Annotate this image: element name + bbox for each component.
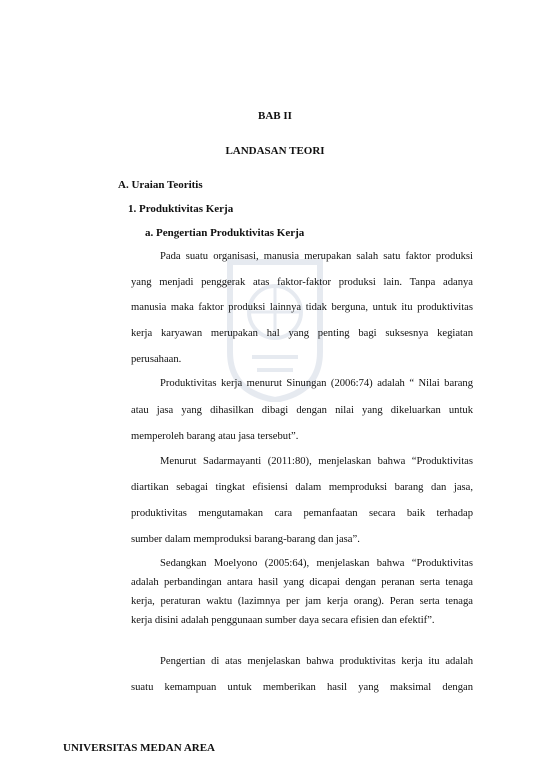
paragraph-line: sumber dalam memproduksi barang-barang dan jasa”.: [131, 534, 360, 545]
subsubsection-heading: a. Pengertian Produktivitas Kerja: [145, 227, 305, 239]
paragraph-line: Produktivitas kerja menurut Sinungan (2006:74) adalah “ Nilai barang: [160, 378, 473, 389]
paragraph-line: memperoleh barang atau jasa tersebut”.: [131, 431, 299, 442]
paragraph-line: yang menjadi penggerak atas faktor-faktor produksi lain. Tanpa adanya: [131, 277, 473, 288]
paragraph-line: manusia maka faktor produksi lainnya tidak berguna, untuk itu produktivitas: [131, 302, 473, 313]
chapter-title: LANDASAN TEORI: [225, 145, 325, 157]
paragraph-line: kerja disini adalah penggunaan sumber daya secara efisien dan efektif”.: [131, 615, 435, 626]
paragraph-line: perusahaan.: [131, 354, 182, 365]
subsection-heading: 1. Produktivitas Kerja: [128, 203, 234, 215]
paragraph-line: produktivitas mengutamakan cara pemanfaatan secara baik terhadap: [131, 508, 473, 519]
paragraph-line: Pengertian di atas menjelaskan bahwa produktivitas kerja itu adalah: [160, 656, 473, 667]
section-heading: A. Uraian Teoritis: [118, 179, 203, 191]
paragraph-line: Pada suatu organisasi, manusia merupakan salah satu faktor produksi: [160, 251, 473, 262]
paragraph-line: kerja karyawan merupakan hal yang penting bagi suksesnya kegiatan: [131, 328, 473, 339]
paragraph-line: kerja, peraturan waktu (lazimnya per jam kerja orang). Peran serta tenaga: [131, 596, 473, 607]
paragraph-line: diartikan sebagai tingkat efisiensi dalam memproduksi barang dan jasa,: [131, 482, 473, 493]
paragraph-line: suatu kemampuan untuk memberikan hasil yang maksimal dengan: [131, 682, 473, 693]
paragraph-line: Menurut Sadarmayanti (2011:80), menjelaskan bahwa “Produktivitas: [160, 456, 473, 467]
paragraph-line: Sedangkan Moelyono (2005:64), menjelaskan bahwa “Produktivitas: [160, 558, 473, 569]
paragraph-line: adalah perbandingan antara hasil yang dicapai dengan peranan serta tenaga: [131, 577, 473, 588]
paragraph-line: atau jasa yang dihasilkan dibagi dengan nilai yang dikeluarkan untuk: [131, 405, 473, 416]
chapter-label: BAB II: [258, 110, 292, 122]
footer-university-name: UNIVERSITAS MEDAN AREA: [63, 742, 215, 754]
